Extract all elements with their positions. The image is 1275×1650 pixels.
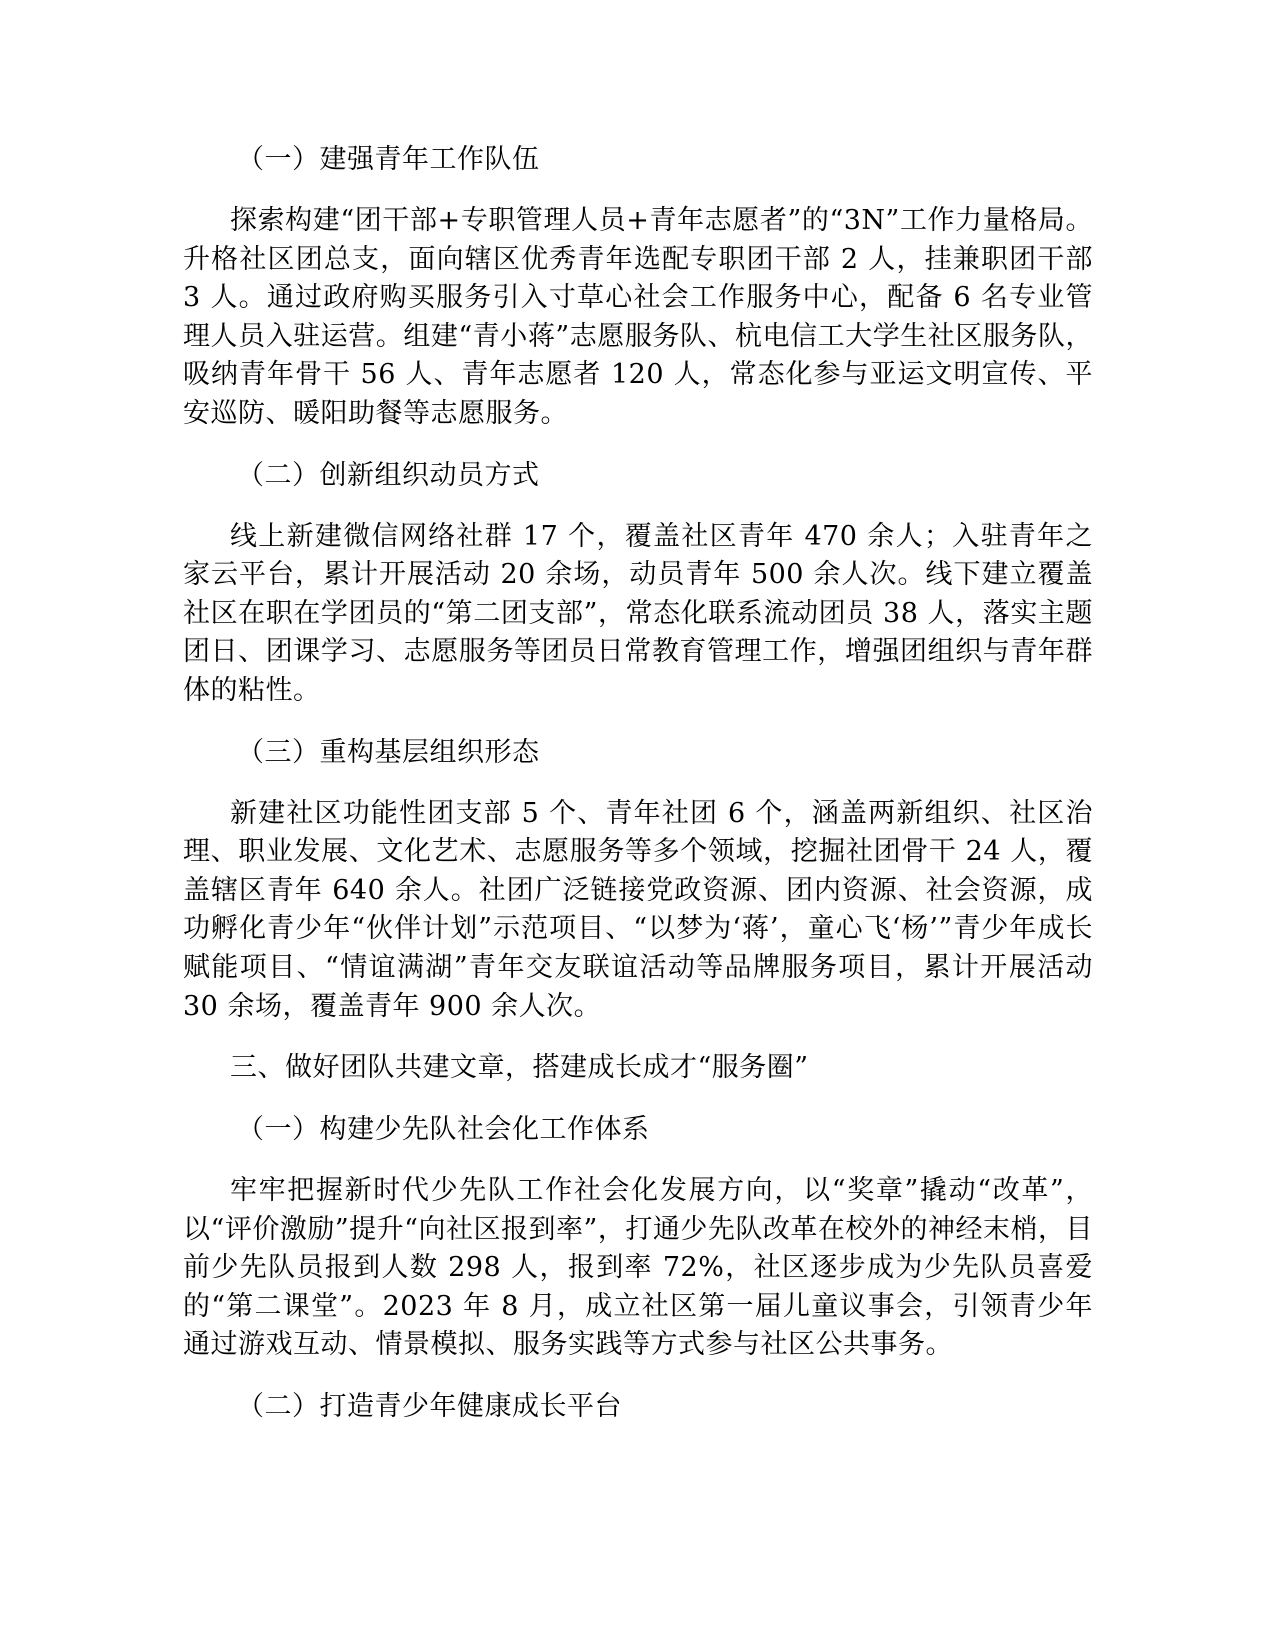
document-page (183, 140, 1093, 1449)
paragraph-youth-team: 探索构建“团干部+专职管理人员+青年志愿者”的“3N”工作力量格局。升格社区团总支，面向辖区优秀青年选配专职团干部 2 人，挂兼职团干部 3 人。通过政府购买服务引入寸草心社会工作服务中心，配备 6 名专业管理人员入驻运营。组建“青小蒋”志愿服务队、杭电信工大学生社区服务队，吸纳青年骨干 56 人、青年志愿者 120 人，常态化参与亚运文明宣传、平安巡防、暖阳助餐等志愿服务。 (183, 205, 1093, 429)
section-heading-young-pioneers-system: （一）构建少先队社会化工作体系 (237, 1114, 650, 1146)
chapter-heading-service-circle: 三、做好团队共建文章，搭建成长成才“服务圈” (230, 1052, 809, 1084)
paragraph-mobilization: 线上新建微信网络社群 17 个，覆盖社区青年 470 余人；入驻青年之家云平台，累计开展活动 20 余场，动员青年 500 余人次。线下建立覆盖社区在职在学团员的“第二团支部”，常态化联系流动团员 38 人，落实主题团日、团课学习、志愿服务等团员日常教育管理工作，增强团组织与青年群体的粘性。 (183, 520, 1093, 706)
paragraph-grassroots-organization: 新建社区功能性团支部 5 个、青年社团 6 个，涵盖两新组织、社区治理、职业发展、文化艺术、志愿服务等多个领域，挖掘社团骨干 24 人，覆盖辖区青年 640 余人。社团广泛链接党政资源、团内资源、社会资源，成功孵化青少年“伙伴计划”示范项目、“以梦为‘蒋’，童心飞‘杨’”青少年成长赋能项目、“情谊满湖”青年交友联谊活动等品牌服务项目，累计开展活动 30 余场，覆盖青年 900 余人次。 (183, 797, 1093, 1022)
section-heading-mobilization: （二）创新组织动员方式 (237, 459, 540, 491)
section-heading-grassroots-organization: （三）重构基层组织形态 (237, 736, 540, 768)
section-heading-build-youth-team: （一）建强青年工作队伍 (237, 144, 540, 175)
section-heading-growth-platform: （二）打造青少年健康成长平台 (237, 1391, 622, 1423)
paragraph-young-pioneers-system: 牢牢把握新时代少先队工作社会化发展方向，以“奖章”撬动“改革”，以“评价激励”提升“向社区报到率”，打通少先队改革在校外的神经末梢，目前少先队员报到人数 298 人，报到率 72%，社区逐步成为少先队员喜爱的“第二课堂”。2023 年 8 月，成立社区第一届儿童议事会，引领青少年通过游戏互动、情景模拟、服务实践等方式参与社区公共事务。 (183, 1175, 1093, 1361)
